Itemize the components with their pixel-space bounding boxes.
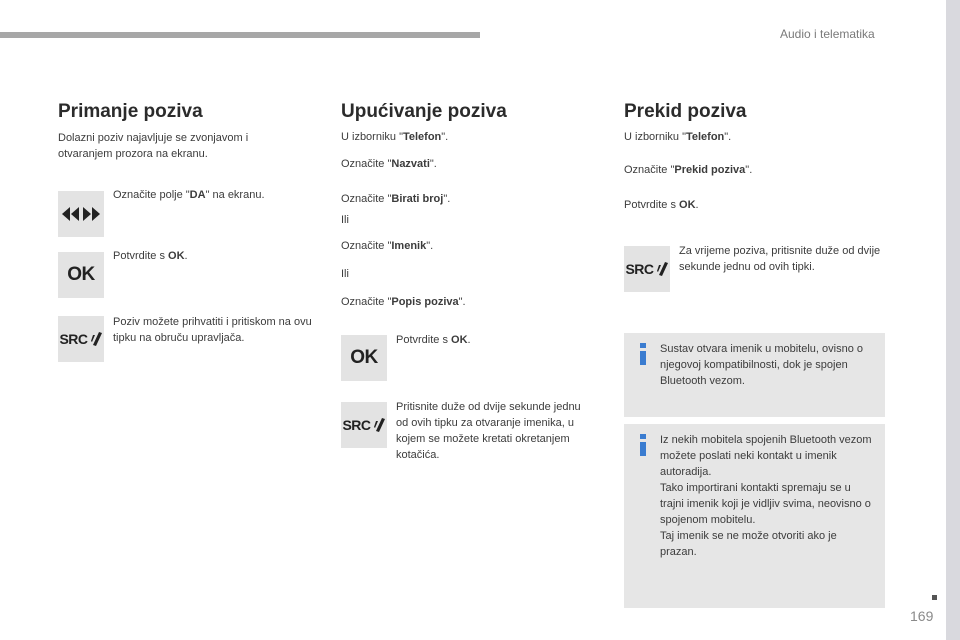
make-step-imenik: Označite "Imenik". <box>341 240 434 252</box>
phone-handset-icon <box>374 418 386 432</box>
side-strip <box>946 0 960 640</box>
src-phone-button[interactable] <box>341 402 387 448</box>
info-line: Taj imenik se ne može otvoriti ako je prazan. <box>660 530 837 558</box>
seek-back-forward-icon <box>61 206 101 222</box>
receive-step-wheel: Poziv možete prihvatiti i pritiskom na ovu tipku na obruču upravljača. <box>113 316 312 344</box>
or-label: Ili <box>341 214 349 226</box>
end-step-hold: Za vrijeme poziva, pritisnite duže od dvije sekunde jednu od ovih tipki. <box>679 245 881 273</box>
end-step-confirm: Potvrdite s OK. <box>624 199 699 211</box>
receive-step-yes: Označite polje "DA" na ekranu. <box>113 189 265 201</box>
src-phone-button[interactable] <box>58 316 104 362</box>
header-bar <box>0 32 480 38</box>
page-number: 169 <box>910 608 934 624</box>
receive-step-confirm: Potvrdite s OK. <box>113 250 188 262</box>
info-icon <box>638 343 649 365</box>
ok-button[interactable] <box>58 252 104 298</box>
section-title: Audio i telematika <box>780 27 875 41</box>
info-text-contacts <box>660 432 875 560</box>
ok-button-label: OK <box>350 347 378 368</box>
end-step-prekid: Označite "Prekid poziva". <box>624 164 753 176</box>
info-line: Tako importirani kontakti spremaju se u trajni imenik koji je vidljiv svima, neovisno o spojenom mobitelu. <box>660 482 871 526</box>
src-phone-button[interactable] <box>624 246 670 292</box>
end-step-telefon: U izborniku "Telefon". <box>624 131 732 143</box>
make-step-birati: Označite "Birati broj". <box>341 193 451 205</box>
info-box-contacts <box>624 424 885 608</box>
info-line: Iz nekih mobitela spojenih Bluetooth vezom možete poslati neki kontakt u imenik autoradija. <box>660 434 872 478</box>
seek-button[interactable] <box>58 191 104 237</box>
section-heading-receive: Primanje poziva <box>58 101 203 122</box>
info-box-compat <box>624 333 885 417</box>
info-text-compat: Sustav otvara imenik u mobitelu, ovisno o njegovoj kompatibilnosti, dok je spojen Bluetooth vezom. <box>660 343 863 387</box>
phone-handset-icon <box>91 332 103 346</box>
receive-intro: Dolazni poziv najavljuje se zvonjavom i otvaranjem prozora na ekranu. <box>58 132 249 160</box>
src-button-label: SRC <box>342 417 371 433</box>
section-heading-make-call: Upućivanje poziva <box>341 101 507 122</box>
or-label: Ili <box>341 268 349 280</box>
ok-button-label: OK <box>67 264 95 285</box>
src-button-label: SRC <box>59 331 88 347</box>
page-dot <box>932 595 937 600</box>
info-icon <box>638 434 649 456</box>
section-heading-end-call: Prekid poziva <box>624 101 747 122</box>
src-button-label: SRC <box>625 261 654 277</box>
phone-handset-icon <box>657 262 669 276</box>
ok-button[interactable] <box>341 335 387 381</box>
make-step-directory: Pritisnite duže od dvije sekunde jednu od ovih tipku za otvaranje imenika, u kojem se možete kretati okretanjem kotačića. <box>396 401 581 461</box>
make-step-nazvati: Označite "Nazvati". <box>341 158 437 170</box>
make-step-confirm: Potvrdite s OK. <box>396 334 471 346</box>
make-step-telefon: U izborniku "Telefon". <box>341 131 449 143</box>
make-step-popis: Označite "Popis poziva". <box>341 296 466 308</box>
